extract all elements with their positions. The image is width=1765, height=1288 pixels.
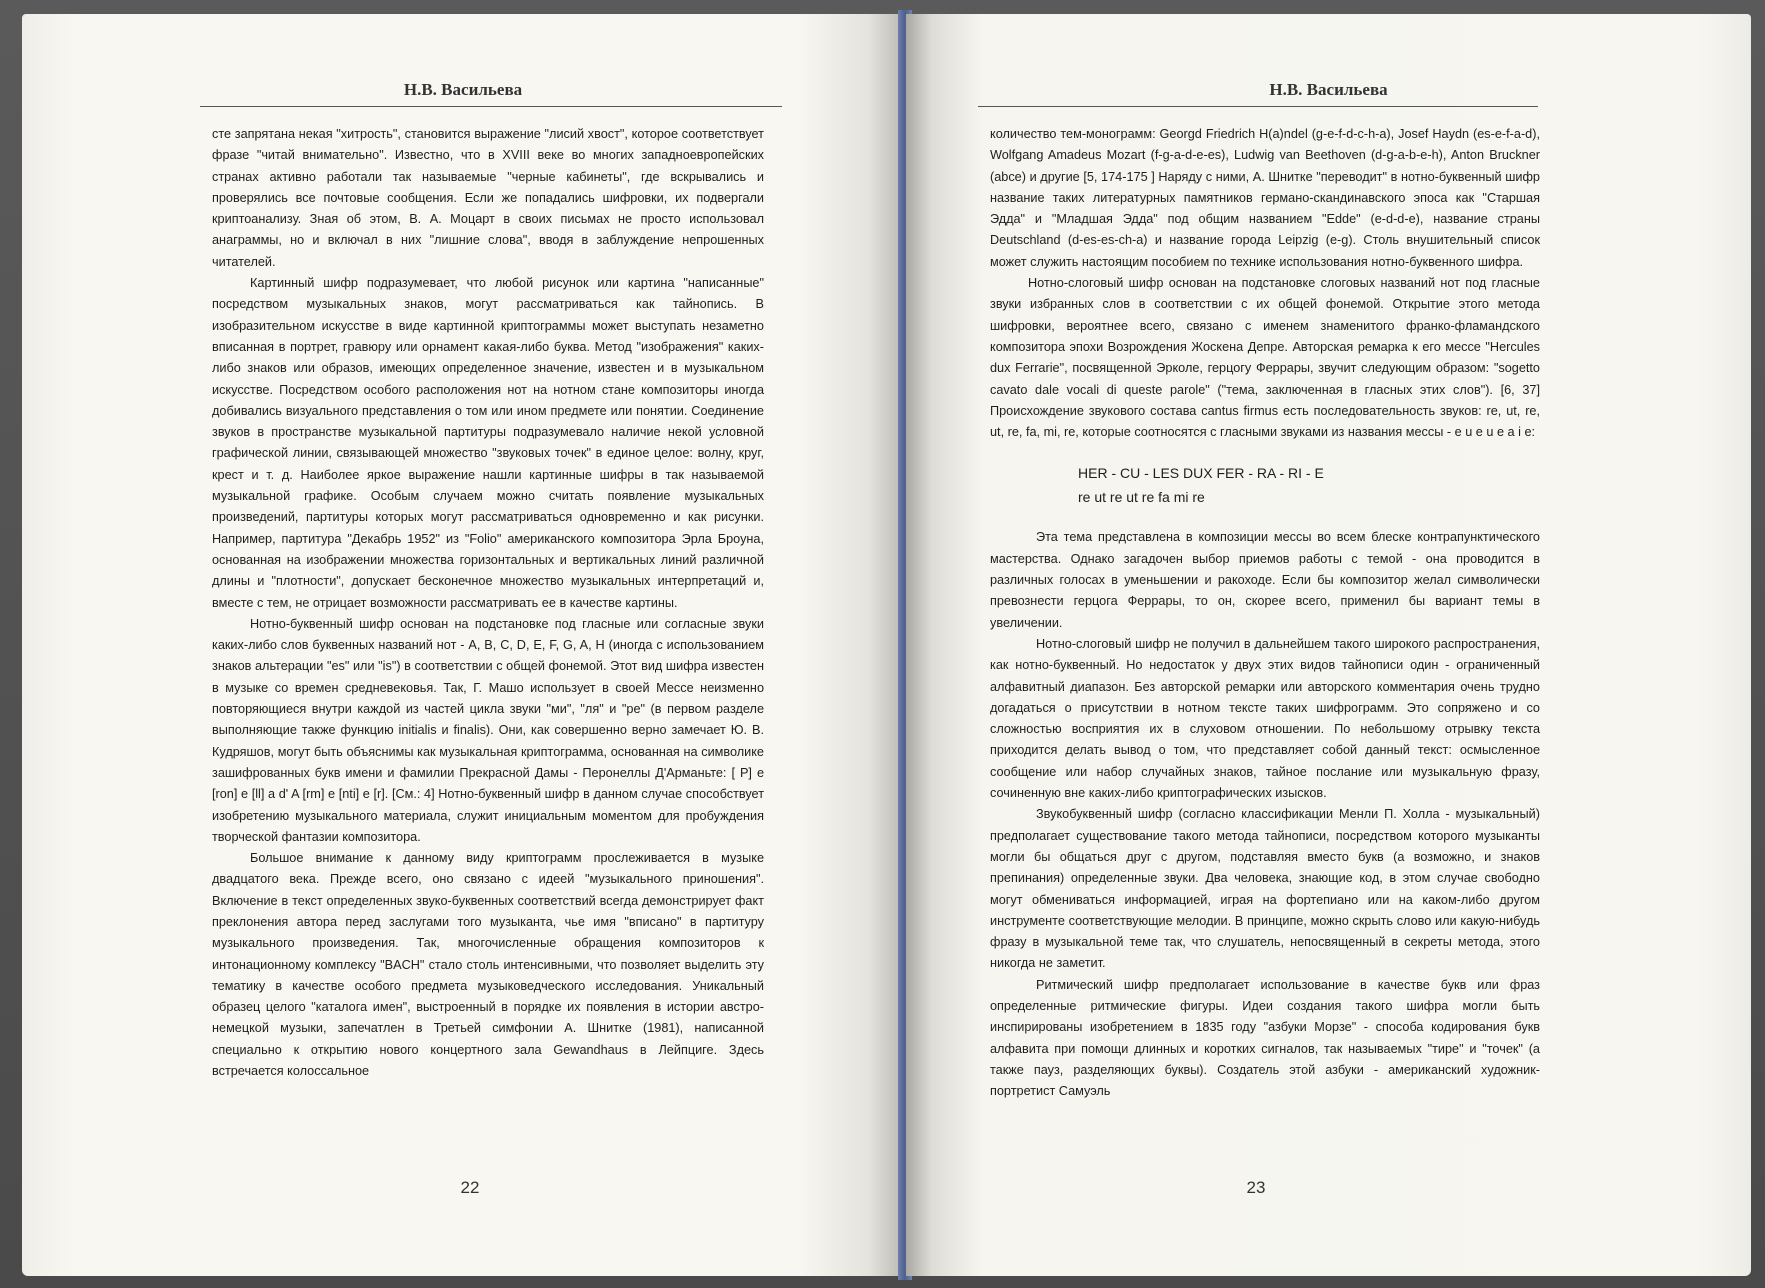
page-number: 23 — [1246, 1178, 1266, 1197]
right-page — [906, 14, 1751, 1276]
verse-syllables: HER - CU - LES DUX FER - RA - RI - E — [1078, 465, 1324, 482]
paragraph: Картинный шифр подразумевает, что любой рисунок или картина "написанные" посредством музыкальных знаков, могут рассматриваться как тайнопись. В изобразительном искусстве в виде картинной криптограммы может выступать незаметно вписанная в портрет, гравюру или орнамент какая-либо буква. Метод "изображения" каких-либо знаков или образов, имеющих определенное значение, известен и в музыкальном искусстве. Посредством особого расположения нот на нотном стане композиторы иногда добивались визуального представления о том или ином предмете или понятии. Соединение звуков в пространстве музыкальной партитуры подразумевало наличие некой условной графической линии, связывающей множество "звуковых точек" в единое целое: волну, круг, крест и т. д. Наиболее яркое выражение нашли картинные шифры в так называемой музыкальной графике. Особым случаем можно считать появление музыкальных произведений, партитуры которых могут рассматриваться одновременно и как рисунки. Например, партитура "Декабрь 1952" из "Folio" американского композитора Эрла Броуна, основанная на изображении множества горизонтальных и вертикальных линий различной длины и "плотности", допускает бесконечное множество музыкальных интерпретаций и, вместе с тем, не отрицает возможности рассматривать ее в качестве картины. — [212, 276, 764, 610]
paragraph: Звукобуквенный шифр (согласно классификации Менли П. Холла - музыкальный) предполагает существование такого метода тайнописи, посредством которого музыканты могли бы общаться друг с другом, подставляя вместо букв (а возможно, и знаков препинания) определенные звуки. Два человека, знающие код, в этом случае свободно могут обмениваться информацией, играя на фортепиано или на каком-либо другом инструменте соответствующие мелодии. В принципе, можно скрыть слово или какую-нибудь фразу в музыкальной теме так, что слушатель, непосвященный в секреты метода, этого никогда не заметит. — [990, 807, 1540, 971]
page-body — [212, 124, 764, 1082]
header-rule — [978, 106, 1538, 107]
running-head: Н.В. Васильева — [1269, 80, 1388, 99]
page-body — [990, 124, 1540, 1102]
header-rule — [200, 106, 782, 107]
left-page — [22, 14, 904, 1276]
paragraph: Нотно-слоговый шифр основан на подстановке слоговых названий нот под гласные звуки избранных слов в соответствии с их общей фонемой. Открытие этого метода шифровки, вероятнее всего, связано с именем знаменитого франко-фламандского композитора эпохи Возрождения Жоскена Депре. Авторская ремарка к его мессе "Hercules dux Ferrarie", посвященной Эрколе, герцогу Феррары, звучит следующим образом: "sogetto cavato dale vocali di queste parole" ("тема, заключенная в гласных этих слов"). [6, 37] Происхождение звукового состава cantus firmus есть последовательность звуков: re, ut, re, ut, re, fa, mi, re, которые соотносятся с гласными звуками из названия мессы - e u e u e a i e: — [990, 276, 1540, 440]
verse-solmization: re ut re ut re fa mi re — [1078, 489, 1205, 506]
paragraph: Нотно-слоговый шифр не получил в дальнейшем такого широкого распространения, как нотно-буквенный. Но недостаток у двух этих видов тайнописи один - ограниченный алфавитный диапазон. Без авторской ремарки или авторского комментария очень трудно догадаться о присутствии в нотном тексте таких шифрограмм. Это сопряжено и со сложностью восприятия их в слуховом отношении. По небольшому отрывку текста приходится делать вывод о том, что представляет собой данный текст: осмысленное сообщение или набор случайных знаков, тайное послание или музыкальную фразу, сочиненную вне каких-либо криптографических изысков. — [990, 636, 1540, 801]
paragraph: сте запрятана некая "хитрость", становится выражение "лисий хвост", которое соответствует фразе "читай внимательно". Известно, что в XVIII веке во многих западноевропейских странах активно работали так называемые "черные кабинеты", где вскрывались и проверялись все почтовые сообщения. Если же попадались шифровки, их подвергали криптоанализу. Зная об этом, В. А. Моцарт в своих письмах не просто использовал анаграммы, но и включал в них "лишние слова", вводя в заблуждение непрошенных читателей. — [212, 127, 764, 269]
solmization-example — [1078, 461, 1540, 509]
paragraph: Ритмический шифр предполагает использование в качестве букв или фраз определенные ритмические фигуры. Идеи создания такого шифра могли быть инспирированы изобретением в 1835 году "азбуки Морзе" - способа кодирования букв алфавита при помощи длинных и коротких сигналов, так называемых "тире" и "точек" (а также пауз, разделяющих буквы). Создатель этой азбуки - американский художник-портретист Самуэль — [990, 977, 1540, 1099]
paragraph: Большое внимание к данному виду криптограмм прослеживается в музыке двадцатого века. Прежде всего, оно связано с идеей "музыкального приношения". Включение в текст определенных звуко-буквенных соответствий всегда демонстрирует факт преклонения автора перед заслугами того музыканта, чье имя "вписано" в партитуру музыкального произведения. Так, многочисленные обращения композиторов к интонационному комплексу "BACH" стало столь интенсивными, что позволяет выделить эту тематику в качестве особого предмета музыковедческого исследования. Уникальный образец целого "каталога имен", выстроенный в порядке их появления в истории австро-немецкой музыки, запечатлен в Третьей симфонии А. Шнитке (1981), написанной специально к открытию нового концертного зала Gewandhaus в Лейпциге. Здесь встречается колоссальное — [212, 851, 764, 1079]
paragraph: Нотно-буквенный шифр основан на подстановке под гласные или согласные звуки каких-либо слов буквенных названий нот - A, B, C, D, E, F, G, A, H (иногда с использованием знаков альтерации "es" или "is") в соответствии с общей фонемой. Этот вид шифра известен в музыке со времен средневековья. Так, Г. Машо использует в своей Мессе неизменно повторяющиеся внутри каждой из частей цикла звуки "ми", "ля" и "ре" (в первом разделе выполняющие также функцию initialis и finalis). Они, как совершенно верно замечает Ю. В. Кудряшов, могут быть объяснимы как музыкальная криптограмма, основанная на символике зашифрованных букв имени и фамилии Прекрасной Дамы - Перонеллы Д'Арманьте: [ P] e [ron] e [ll] a d' A [rm] e [nti] e [r]. [См.: 4] Нотно-буквенный шифр в данном случае способствует изобретению музыкального материала, служит инициальным моментом для пробуждения творческой фантазии композитора. — [212, 616, 764, 844]
running-head: Н.В. Васильева — [403, 80, 523, 99]
paragraph: Эта тема представлена в композиции мессы во всем блеске контрапунктического мастерства. Однако загадочен выбор приемов работы с темой - она проводится в различных голосах в уменьшении и ракоходе. Если бы композитор желал символически превознести герцога Феррары, то он, скорее всего, применил бы вариант темы в увеличении. — [990, 530, 1540, 630]
paragraph: количество тем-монограмм: Georgd Friedrich H(a)ndel (g-e-f-d-c-h-a), Josef Haydn (es-e-f-a-d), Wolfgang Amadeus Mozart (f-g-a-d-e-es), Ludwig van Beethoven (d-g-a-b-e-h), Anton Bruckner (abce) и другие [5, 174-175 ] Наряду с ними, А. Шнитке "переводит" в нотно-буквенный шифр название таких литературных памятников германо-скандинавского эпоса как "Старшая Эдда" и "Младшая Эдда" под общим названием "Edde" (e-d-d-e), название страны Deutschland (d-es-es-ch-a) и название города Leipzig (e-g). Столь внушительный список может служить настоящим пособием по технике использования нотно-буквенного шифра. — [990, 127, 1540, 269]
page-number: 22 — [460, 1178, 480, 1197]
